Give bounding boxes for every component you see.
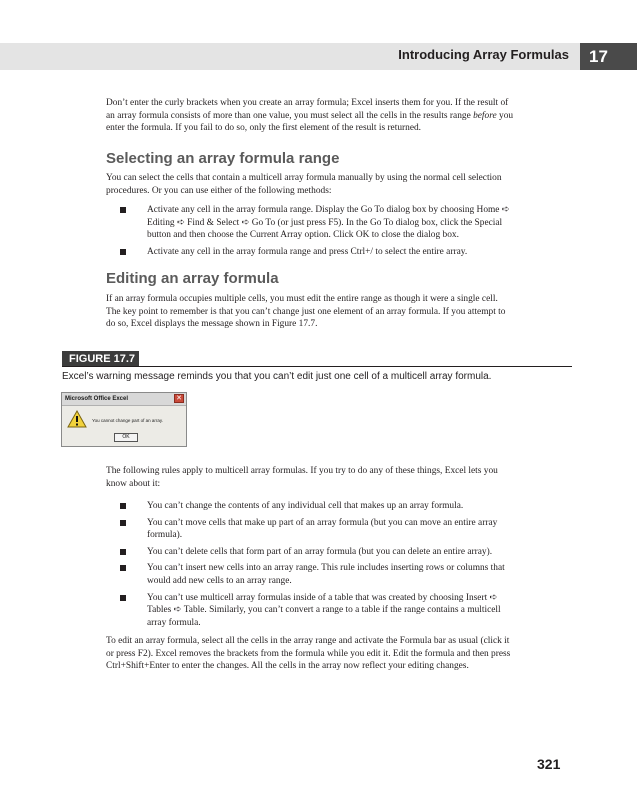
ok-button[interactable]: OK xyxy=(114,433,138,442)
bullet-square-icon xyxy=(120,503,126,509)
bullet-square-icon xyxy=(120,249,126,255)
rules-bullet-list xyxy=(120,500,572,633)
list-item: You can’t move cells that make up part of an array formula (but you can move an entire array formula). xyxy=(120,517,572,542)
chapter-number-tab: 17 xyxy=(580,43,637,70)
dialog-message: You cannot change part of an array. xyxy=(92,418,164,423)
text-line: The following rules apply to multicell array formulas. If you try to do any of these things, Excel lets you xyxy=(106,466,498,476)
section1-bullet-list xyxy=(120,204,572,262)
text-line: do so, Excel displays the message shown in Figure 17.7. xyxy=(106,319,318,330)
bullet-square-icon xyxy=(120,520,126,526)
text-line: To edit an array formula, select all the cells in the array range and activate the Formula bar as usual (click it xyxy=(106,636,510,646)
bullet-square-icon xyxy=(120,207,126,213)
page-number: 321 xyxy=(537,756,561,772)
text-line: The key point to remember is that you can’t change just one element of an array formula. If you attempt to xyxy=(106,306,506,317)
section-heading-selecting: Selecting an array formula range xyxy=(106,150,340,167)
rules-intro-paragraph xyxy=(106,465,572,490)
emphasis-before: before xyxy=(473,110,497,121)
list-item: You can’t insert new cells into an array range. This rule includes inserting rows or columns that would add new cells to an array range. xyxy=(120,562,572,587)
section1-paragraph xyxy=(106,172,572,197)
text-line: procedures. Or you can use either of the following methods: xyxy=(106,185,332,196)
text-line: or press F2). Excel removes the brackets from the formula while you edit it. Edit the formula and then press xyxy=(106,648,511,659)
text-line: If an array formula occupies multiple cells, you must edit the entire range as though it were a single cell. xyxy=(106,294,498,304)
intro-paragraph xyxy=(106,97,572,135)
text-line: know about it: xyxy=(106,478,161,489)
closing-paragraph xyxy=(106,635,572,673)
warning-dialog xyxy=(61,392,187,447)
list-item: You can’t delete cells that form part of an array formula (but you can delete an entire array). xyxy=(120,546,572,559)
text-line: You can select the cells that contain a multicell array formula manually by using the normal cell selection xyxy=(106,173,502,183)
text-line: Ctrl+Shift+Enter to enter the changes. All the cells in the array now reflect your editing changes. xyxy=(106,661,469,672)
figure-label: FIGURE 17.7 xyxy=(62,351,139,367)
figure-caption: Excel’s warning message reminds you that you can’t edit just one cell of a multicell array formula. xyxy=(62,371,492,382)
bullet-square-icon xyxy=(120,565,126,571)
list-item: You can’t change the contents of any individual cell that makes up an array formula. xyxy=(120,500,572,513)
text-line: an array formula consists of more than one value, you must select all the cells in the results range before you xyxy=(106,110,514,121)
list-item: Activate any cell in the array formula range and press Ctrl+/ to select the entire array. xyxy=(120,246,572,259)
running-head-title: Introducing Array Formulas xyxy=(398,47,569,62)
dialog-title-bar xyxy=(62,393,186,406)
dialog-title: Microsoft Office Excel xyxy=(65,396,129,402)
text-line: enter the formula. If you fail to do so, only the first element of the result is returned. xyxy=(106,123,422,134)
figure-rule xyxy=(62,366,572,367)
warning-icon xyxy=(67,410,87,428)
list-item: Activate any cell in the array formula range. Display the Go To dialog box by choosing Home ➪ Editing ➪ Find & Select ➪ Go To (or just press F5). In the Go To dialog box, click the Special button and then choose the Current Array option. Click OK to close the dialog box. xyxy=(120,204,572,242)
text-line: Don’t enter the curly brackets when you create an array formula; Excel inserts them for you. If the result of xyxy=(106,98,509,108)
bullet-square-icon xyxy=(120,549,126,555)
close-icon[interactable]: ✕ xyxy=(174,394,184,403)
bullet-square-icon xyxy=(120,595,126,601)
section-heading-editing: Editing an array formula xyxy=(106,270,279,287)
list-item: You can’t use multicell array formulas inside of a table that was created by choosing Insert ➪ Tables ➪ Table. Similarly, you can’t convert a range to a table if the range contains a multicell array formula. xyxy=(120,592,572,630)
section2-paragraph xyxy=(106,293,572,331)
